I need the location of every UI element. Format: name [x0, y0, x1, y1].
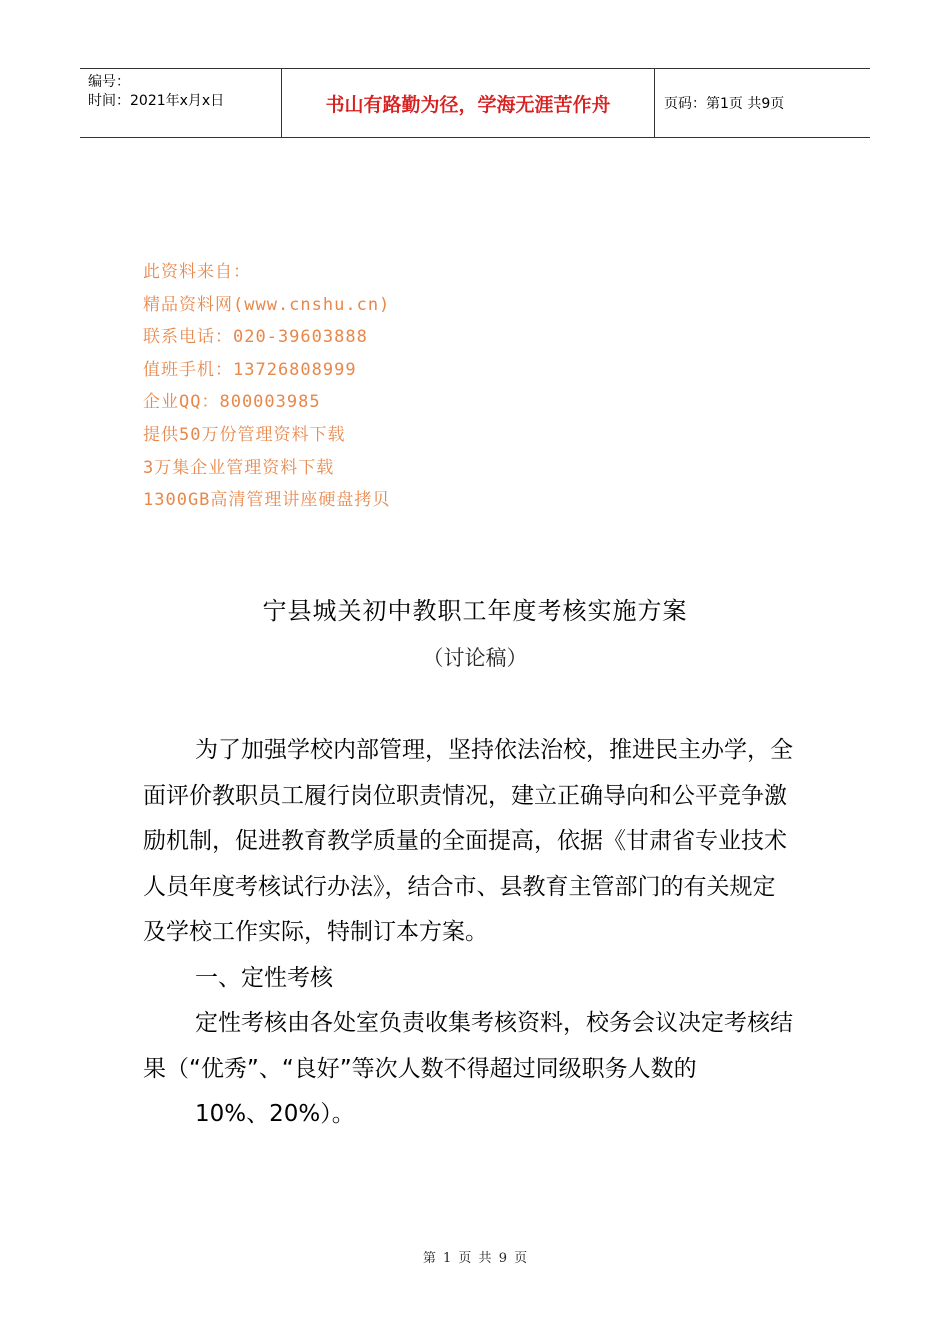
time-label: 时间：2021年x月x日	[88, 93, 225, 109]
document-subtitle: （讨论稿）	[422, 646, 528, 670]
section-paragraph: 定性考核由各处室负责收集考核资料，校务会议决定考核结果（“优秀”、“良好”等次人数不得超过同级职务人数的	[143, 1010, 793, 1082]
source-line: 1300GB高清管理讲座硬盘拷贝	[143, 490, 391, 511]
header-meta	[88, 73, 224, 111]
header-motto: 书山有路勤为径，学海无涯苦作舟	[325, 93, 611, 116]
document-body	[143, 728, 793, 1138]
page-footer: 第 1 页 共 9 页	[422, 1251, 528, 1266]
source-line: 此资料来自：	[143, 262, 251, 282]
source-line: 精品资料网(www.cnshu.cn)	[143, 294, 391, 315]
section-heading: 一、定性考核	[195, 964, 333, 991]
source-line: 3万集企业管理资料下载	[143, 457, 335, 478]
source-line: 企业QQ：800003985	[143, 392, 321, 413]
section-paragraph-continued: 10%、20%）。	[195, 1101, 355, 1127]
header-table	[80, 68, 870, 138]
source-info	[143, 256, 390, 517]
document-title: 宁县城关初中教职工年度考核实施方案	[262, 597, 688, 625]
header-page-label: 页码：第1页 共9页	[664, 96, 785, 112]
intro-paragraph: 为了加强学校内部管理，坚持依法治校，推进民主办学，全面评价教职员工履行岗位职责情况，建立正确导向和公平竞争激励机制，促进教育教学质量的全面提高，依据《甘肃省专业技术人员年度考核试行办法》，结合市、县教育主管部门的有关规定及学校工作实际，特制订本方案。	[143, 737, 793, 945]
source-line: 值班手机：13726808999	[143, 359, 357, 380]
source-line: 提供50万份管理资料下载	[143, 424, 346, 445]
header-divider	[654, 69, 655, 137]
source-line: 联系电话：020-39603888	[143, 327, 368, 348]
number-label: 编号：	[88, 74, 130, 90]
